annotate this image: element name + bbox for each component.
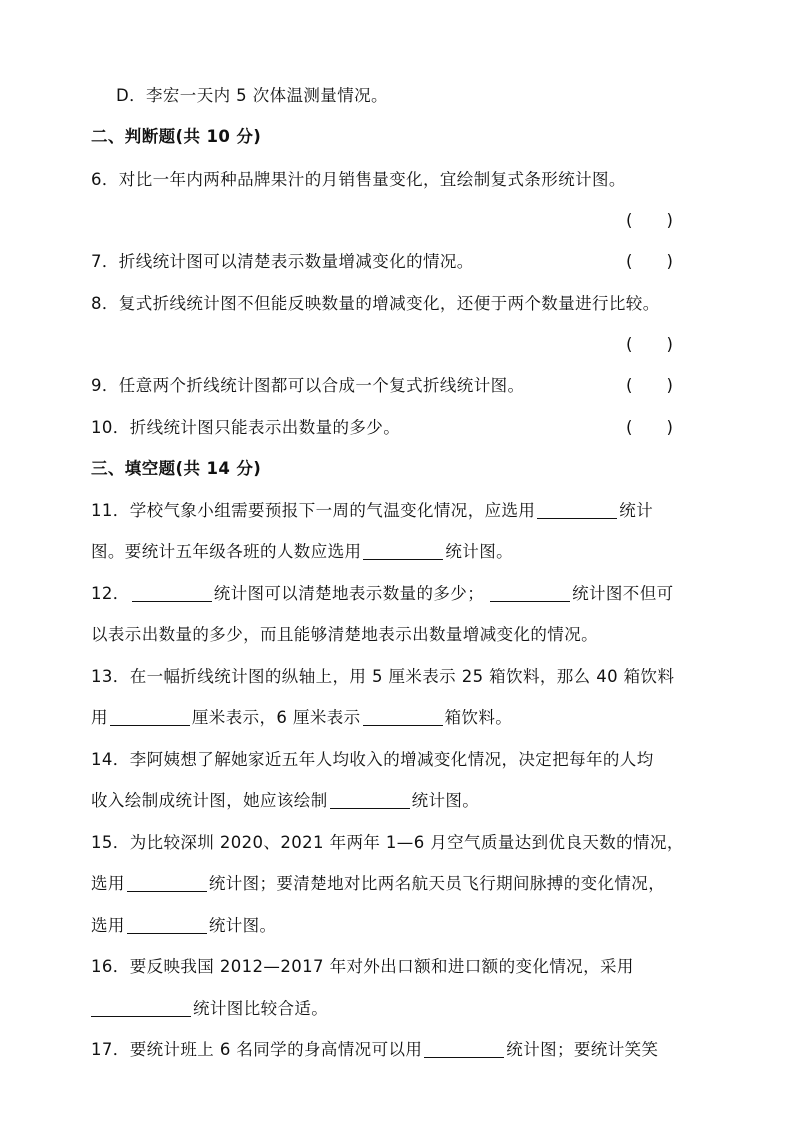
answer-blank[interactable]: [363, 707, 443, 726]
question-11-line-2: 图。要统计五年级各班的人数应选用 统计图。: [91, 542, 514, 561]
question-16-line-2: 统计图比较合适。: [91, 997, 328, 1021]
paren-open: (: [626, 335, 633, 354]
question-7-text: 7．折线统计图可以清楚表示数量增减变化的情况。: [91, 252, 474, 271]
answer-blank[interactable]: [537, 500, 617, 519]
question-8-answer-paren: [626, 333, 673, 357]
answer-blank[interactable]: [127, 915, 207, 934]
question-16-line-1: 16．要反映我国 2012—2017 年对外出口额和进口额的变化情况，采用: [91, 957, 634, 976]
question-13-line-1: 13．在一幅折线统计图的纵轴上，用 5 厘米表示 25 箱饮料，那么 40 箱饮料: [91, 667, 675, 686]
question-6-answer-paren: [626, 209, 673, 233]
question-9-text: 9．任意两个折线统计图都可以合成一个复式折线统计图。: [91, 376, 525, 395]
answer-blank[interactable]: [490, 583, 570, 602]
question-17-line-1: 17．要统计班上 6 名同学的身高情况可以用 统计图；要统计笑笑: [91, 1040, 659, 1059]
paren-close: ): [666, 335, 673, 354]
question-8-text: 8．复式折线统计图不但能反映数量的增减变化，还便于两个数量进行比较。: [91, 294, 660, 313]
question-15-line-3: 选用 统计图。: [91, 916, 277, 935]
answer-blank[interactable]: [363, 541, 443, 560]
question-9-answer-paren: [626, 374, 673, 398]
answer-blank[interactable]: [91, 998, 191, 1017]
section-3-title: 三、填空题(共 14 分): [91, 459, 262, 478]
paren-close: ): [666, 211, 673, 230]
question-14-line-1: 14．李阿姨想了解她家近五年人均收入的增减变化情况，决定把每年的人均: [91, 750, 654, 769]
question-12-line-1: 12． 统计图可以清楚地表示数量的多少； 统计图不但可: [91, 584, 674, 603]
paren-close: ): [666, 252, 673, 271]
question-11-line-1: 11．学校气象小组需要预报下一周的气温变化情况，应选用 统计: [91, 501, 654, 520]
question-12-line-2: 以表示出数量的多少，而且能够清楚地表示出数量增减变化的情况。: [91, 625, 598, 644]
paren-close: ): [666, 418, 673, 437]
question-10-answer-paren: [626, 416, 673, 440]
question-15-line-1: 15．为比较深圳 2020、2021 年两年 1—6 月空气质量达到优良天数的情况，: [91, 833, 684, 852]
answer-blank[interactable]: [127, 873, 207, 892]
question-10-text: 10．折线统计图只能表示出数量的多少。: [91, 418, 401, 437]
question-7-answer-paren: [626, 250, 673, 274]
question-15-line-2: 选用 统计图；要清楚地对比两名航天员飞行期间脉搏的变化情况，: [91, 874, 666, 893]
question-13-line-2: 用 厘米表示，6 厘米表示 箱饮料。: [91, 708, 513, 727]
paren-open: (: [626, 418, 633, 437]
question-14-line-2: 收入绘制成统计图，她应该绘制 统计图。: [91, 791, 480, 810]
answer-blank[interactable]: [330, 790, 410, 809]
question-6-text: 6．对比一年内两种品牌果汁的月销售量变化，宜绘制复式条形统计图。: [91, 170, 626, 189]
paren-close: ): [666, 376, 673, 395]
option-d-text: D．李宏一天内 5 次体温测量情况。: [116, 86, 388, 105]
answer-blank[interactable]: [110, 707, 190, 726]
paren-open: (: [626, 211, 633, 230]
paren-open: (: [626, 252, 633, 271]
section-2-title: 二、判断题(共 10 分): [91, 127, 262, 146]
paren-open: (: [626, 376, 633, 395]
answer-blank[interactable]: [424, 1039, 504, 1058]
answer-blank[interactable]: [132, 583, 212, 602]
